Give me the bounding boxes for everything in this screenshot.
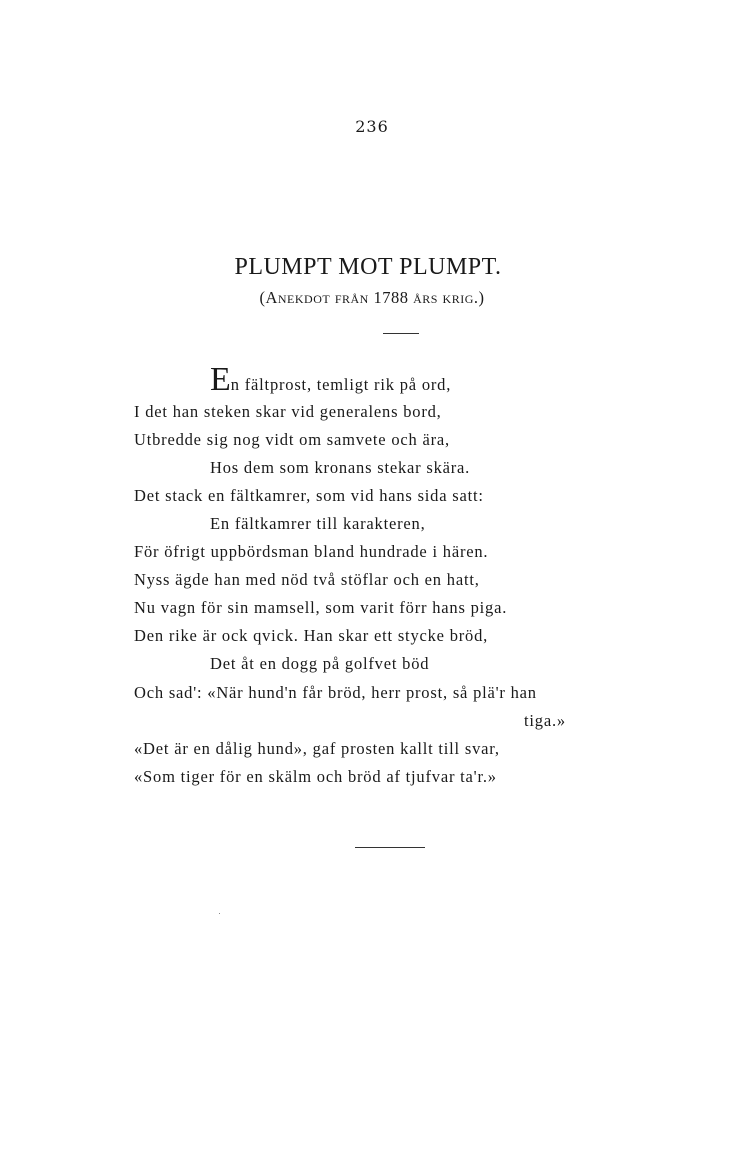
poem-line-5: Det stack en fältkamrer, som vid hans sida satt: <box>134 486 484 505</box>
poem-line-11: Det åt en dogg på golfvet böd <box>210 654 430 673</box>
poem-subtitle: (Anekdot från 1788 års krig.) <box>259 288 485 307</box>
drop-cap-initial: E <box>210 361 231 398</box>
poem-line-2: I det han steken skar vid generalens bord, <box>134 402 442 421</box>
poem-line-14: «Som tiger för en skälm och bröd af tjufvar ta'r.» <box>134 767 497 786</box>
paper-speck <box>219 913 220 914</box>
poem-line-1 <box>210 361 452 398</box>
poem-line-1-text: n fältprost, temligt rik på ord, <box>230 375 452 394</box>
poem-line-13: «Det är en dålig hund», gaf prosten kallt till svar, <box>134 739 500 758</box>
poem-line-6: En fältkamrer till karakteren, <box>210 514 426 533</box>
poem-line-9: Nu vagn för sin mamsell, som varit förr hans piga. <box>134 598 508 617</box>
title-divider <box>383 333 419 334</box>
poem-line-3: Utbredde sig nog vidt om samvete och ära, <box>134 430 450 449</box>
poem-line-10: Den rike är ock qvick. Han skar ett stycke bröd, <box>134 626 489 645</box>
page-number: 236 <box>355 117 389 136</box>
poem-line-12-continuation: tiga.» <box>524 711 566 730</box>
poem-line-8: Nyss ägde han med nöd två stöflar och en hatt, <box>134 570 480 589</box>
poem-line-12: Och sad': «När hund'n får bröd, herr prost, så plä'r han <box>134 683 537 702</box>
poem-line-4: Hos dem som kronans stekar skära. <box>210 458 471 477</box>
end-divider <box>355 847 425 848</box>
poem-title: PLUMPT MOT PLUMPT. <box>234 254 502 280</box>
poem-line-7: För öfrigt uppbördsman bland hundrade i hären. <box>134 542 489 561</box>
